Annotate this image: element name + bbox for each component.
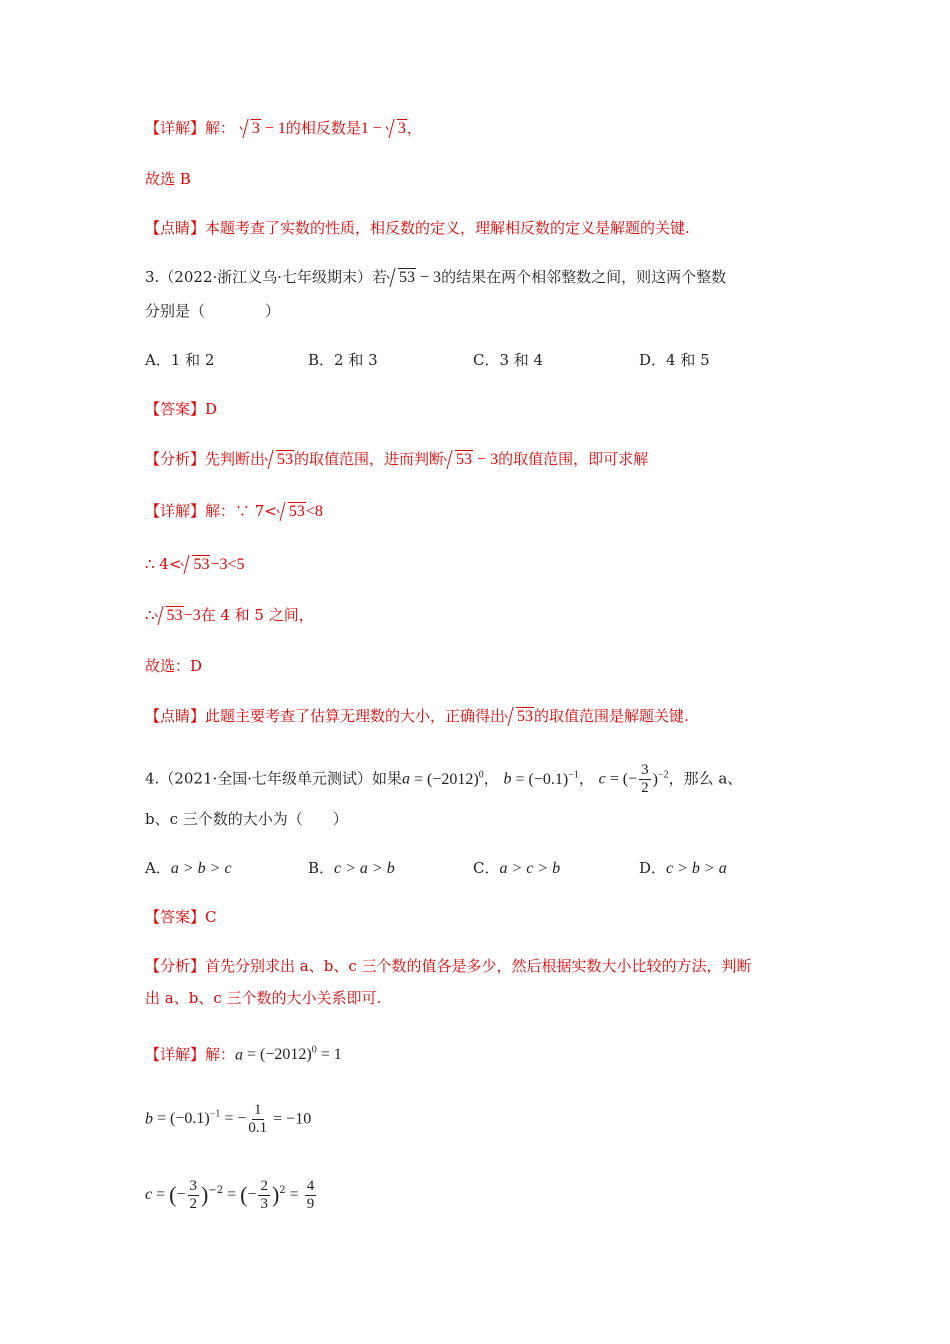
detail-tag: 【详解】 — [145, 502, 206, 520]
comment-tag: 【点睛】 — [145, 219, 206, 237]
comment-tag: 【点睛】 — [145, 707, 206, 725]
q3-choice-line: 故选：D — [145, 657, 203, 675]
q3-option-c: C．3 和 4 — [473, 351, 544, 369]
answer-value: D — [205, 400, 218, 418]
q3-step2-line: ∴ 4< 53−3<5 — [145, 553, 244, 576]
sqrt-3-expr: 3 — [240, 118, 261, 140]
q3-analysis-line: 【分析】先判断出 53的取值范围，进而判断 53 − 3的取值范围，即可求解 — [145, 448, 648, 471]
answer-value: C — [205, 908, 217, 926]
detail-text: 解： — [205, 119, 236, 137]
q4-b-calc: $b = (-0.1)^{-1}$ = − $\frac{1}{0.1}$ = −10 — [145, 1101, 312, 1136]
q4-analysis-line1: 【分析】首先分别求出 a、b、c 三个数的值各是多少，然后根据实数大小比较的方法，判断 — [145, 957, 752, 975]
q3-option-d: D．4 和 5 — [639, 351, 710, 369]
detail-tag: 【详解】 — [145, 1045, 206, 1064]
q4-detail-line: 【详解】解：$a = (-2012)^0 = 1$ — [145, 1045, 342, 1064]
q3-step3-line: ∴ 53−3在 4 和 5 之间， — [145, 604, 314, 627]
q4-analysis-line2: 出 a、b、c 三个数的大小关系即可. — [145, 989, 382, 1007]
answer-tag: 【答案】 — [145, 908, 206, 926]
q4-option-d: D．c > b > a — [639, 859, 727, 877]
q4-answer-line — [145, 906, 217, 928]
q2-comment-line — [145, 217, 690, 239]
analysis-tag: 【分析】 — [145, 450, 206, 468]
detail-text-2: 的相反数是 — [285, 119, 361, 137]
sqrt-53-expr: 53 — [387, 267, 416, 289]
q3-option-b: B．2 和 3 — [308, 351, 378, 369]
answer-tag: 【答案】 — [145, 400, 206, 418]
q4-c-calc: c = (− $\frac{3}{2}$ )$^{-2}$ = (− $\frac{2}{3}$ )$^2$ = $\frac{4}{9}$ — [145, 1177, 315, 1212]
q2-detail-line: 【详解】解： 3 − 1的相反数是1 − 3， — [145, 117, 422, 140]
q4-option-a: A．a > b > c — [145, 859, 232, 877]
q3-stem-line2: 分别是（ ） — [145, 302, 281, 320]
q3-comment-line: 【点睛】此题主要考查了估算无理数的大小，正确得出 53的取值范围是解题关键. — [145, 705, 689, 728]
analysis-tag: 【分析】 — [145, 957, 206, 975]
q3-detail-line: 【详解】解：∵ 7< 53<8 — [145, 500, 323, 523]
q4-option-c: C．a > c > b — [473, 859, 561, 877]
q4-stem-line1: 4.（2021·全国·七年级单元测试）如果$a = (-2012)^0$， $b = (-0.1)^{-1}$， c = (− $\frac{3}{2}$ )$^{-2}$，那么 a、 — [145, 762, 743, 796]
q3-option-a: A．1 和 2 — [145, 351, 215, 369]
q4-option-b: B．c > a > b — [308, 859, 395, 877]
q4-stem-line2: b、c 三个数的大小为（ ） — [145, 810, 348, 828]
q3-stem-line1: 3.（2022·浙江义乌·七年级期末）若 53 − 3的结果在两个相邻整数之间，则这两个整数 — [145, 266, 726, 289]
q3-answer-line — [145, 398, 217, 420]
q2-choice-line: 故选 B — [145, 170, 191, 188]
detail-tag: 【详解】 — [145, 119, 206, 137]
comment-text: 本题考查了实数的性质，相反数的定义，理解相反数的定义是解题的关键. — [205, 219, 690, 237]
